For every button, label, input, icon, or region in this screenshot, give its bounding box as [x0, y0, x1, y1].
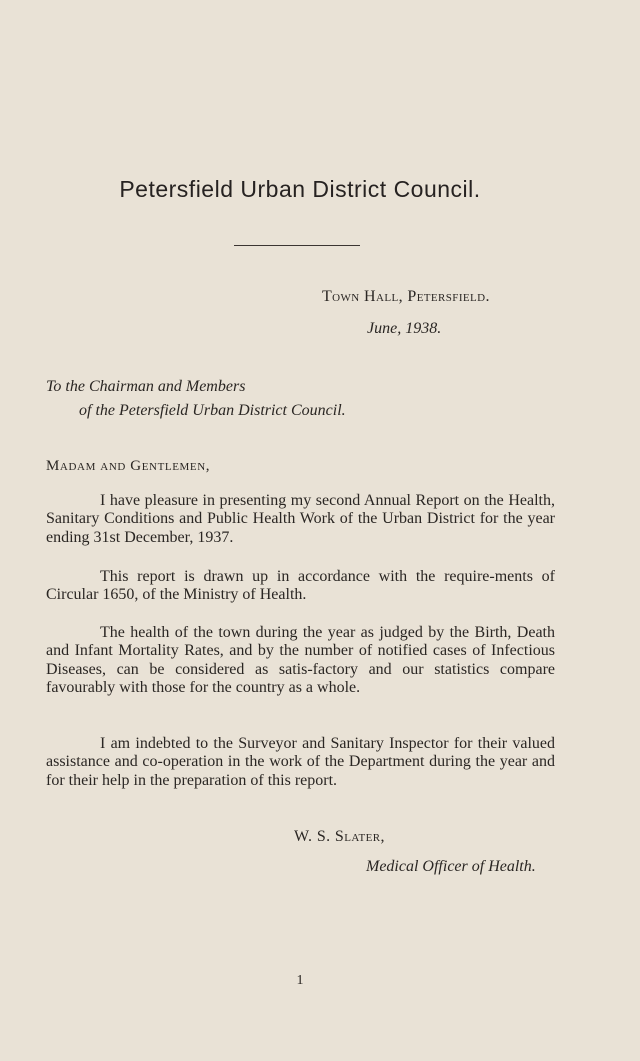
body-paragraph: I am indebted to the Surveyor and Sanitary Inspector for their valued assistance and co-operation in the work of the Department during the year and for their help in the preparation of this report. — [46, 735, 555, 789]
body-paragraph: This report is drawn up in accordance with the require-ments of Circular 1650, of the Ministry of Health. — [46, 568, 555, 604]
title-divider — [234, 245, 360, 246]
page-number: 1 — [296, 973, 304, 988]
salutation: Madam and Gentlemen, — [46, 458, 211, 474]
addressee-line-1: To the Chairman and Members — [46, 378, 246, 395]
signature-name: W. S. Slater, — [294, 828, 385, 845]
addressee-line-2: of the Petersfield Urban District Council. — [79, 402, 346, 419]
document-title: Petersfield Urban District Council. — [119, 176, 481, 202]
address-town-hall: Town Hall, — [322, 288, 403, 305]
report-date: June, 1938. — [367, 320, 442, 337]
signature-title: Medical Officer of Health. — [366, 858, 536, 875]
body-paragraph: I have pleasure in presenting my second Annual Report on the Health, Sanitary Conditions and Public Health Work of the Urban District for the year ending 31st December, 1937. — [46, 492, 555, 546]
address-line — [322, 288, 490, 306]
body-paragraph: The health of the town during the year as judged by the Birth, Death and Infant Mortality Rates, and by the number of notified cases of Infectious Diseases, can be considered as satis-factory and our statistics compare favourably with those for the country as a whole. — [46, 624, 555, 697]
address-town: Petersfield. — [407, 288, 490, 305]
